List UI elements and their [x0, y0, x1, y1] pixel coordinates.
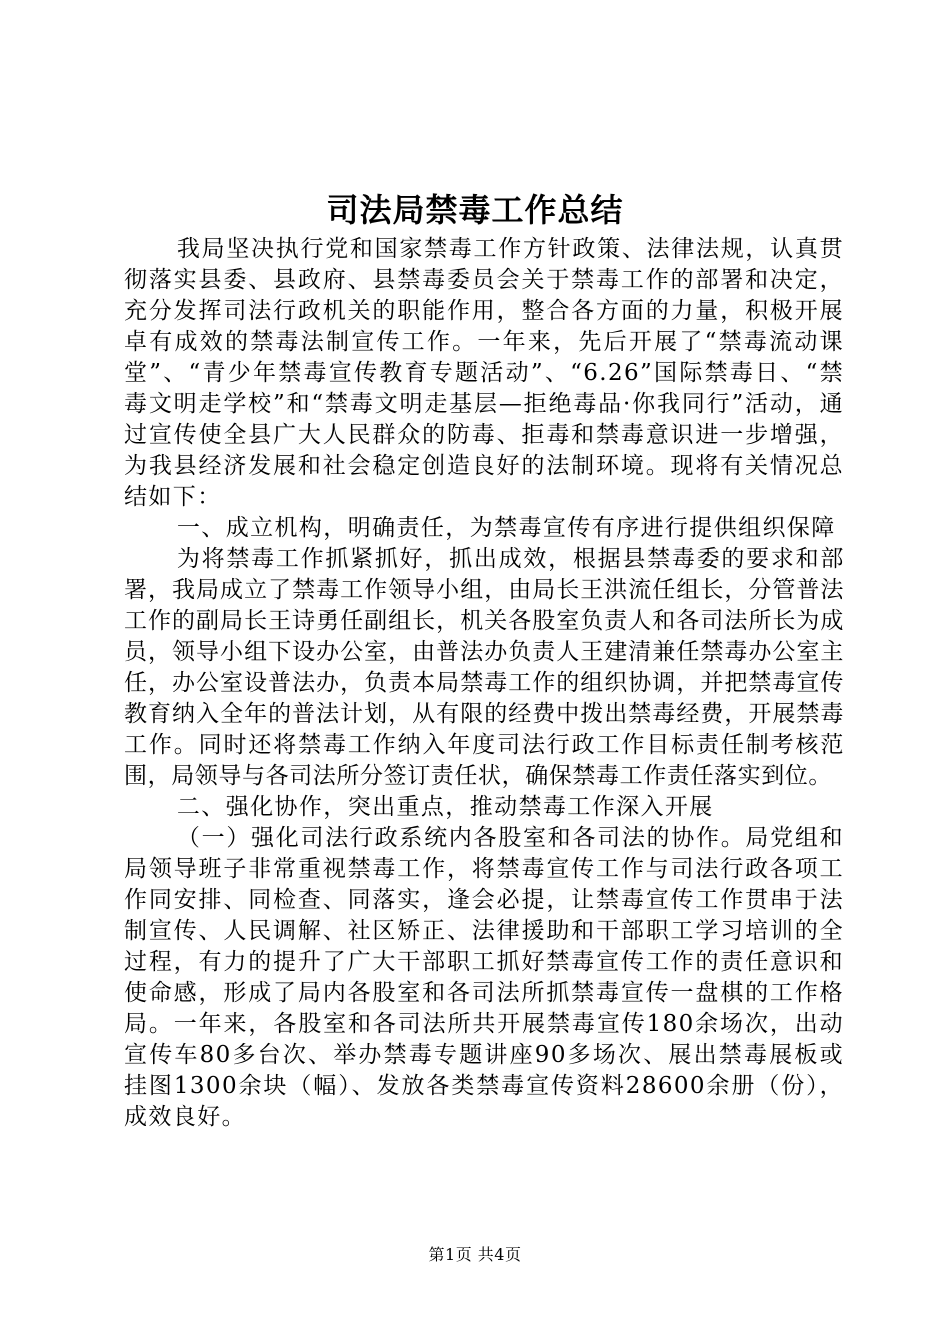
- page-footer: 第1页 共4页: [428, 1245, 522, 1264]
- section-heading-2: 二、强化协作，突出重点，推动禁毒工作深入开展: [176, 794, 714, 820]
- document-title: 司法局禁毒工作总结: [326, 191, 624, 229]
- paragraph-section-1: 为将禁毒工作抓紧抓好，抓出成效，根据县禁毒委的要求和部署，我局成立了禁毒工作领导小组，由局长王洪流任组长，分管普法工作的副局长王诗勇任副组长，机关各股室负责人和各司法所长为成员，领导小组下设办公室，由普法办负责人王建清兼任禁毒办公室主任，办公室设普法办，负责本局禁毒工作的组织协调，并把禁毒宣传教育纳入全年的普法计划，从有限的经费中拨出禁毒经费，开展禁毒工作。同时还将禁毒工作纳入年度司法行政工作目标责任制考核范围，局领导与各司法所分签订责任状，确保禁毒工作责任落实到位。: [124, 546, 844, 789]
- document-body: [124, 234, 844, 1133]
- paragraph-section-2-1: （一）强化司法行政系统内各股室和各司法的协作。局党组和局领导班子非常重视禁毒工作，将禁毒宣传工作与司法行政各项工作同安排、同检查、同落实，逢会必提，让禁毒宣传工作贯串于法制宣传、人民调解、社区矫正、法律援助和干部职工学习培训的全过程，有力的提升了广大干部职工抓好禁毒宣传工作的责任意识和使命感，形成了局内各股室和各司法所抓禁毒宣传一盘棋的工作格局。一年来，各股室和各司法所共开展禁毒宣传180余场次，出动宣传车80多台次、举办禁毒专题讲座90多场次、展出禁毒展板或挂图1300余块（幅）、发放各类禁毒宣传资料28600余册（份），成效良好。: [124, 825, 844, 1130]
- section-heading-1: 一、成立机构，明确责任，为禁毒宣传有序进行提供组织保障: [176, 515, 836, 541]
- paragraph-intro: 我局坚决执行党和国家禁毒工作方针政策、法律法规，认真贯彻落实县委、县政府、县禁毒委员会关于禁毒工作的部署和决定，充分发挥司法行政机关的职能作用，整合各方面的力量，积极开展卓有成效的禁毒法制宣传工作。一年来，先后开展了“禁毒流动课堂”、“青少年禁毒宣传教育专题活动”、“6.26”国际禁毒日、“禁毒文明走学校”和“禁毒文明走基层—拒绝毒品·你我同行”活动，通过宣传使全县广大人民群众的防毒、拒毒和禁毒意识进一步增强，为我县经济发展和社会稳定创造良好的法制环境。现将有关情况总结如下：: [124, 236, 844, 510]
